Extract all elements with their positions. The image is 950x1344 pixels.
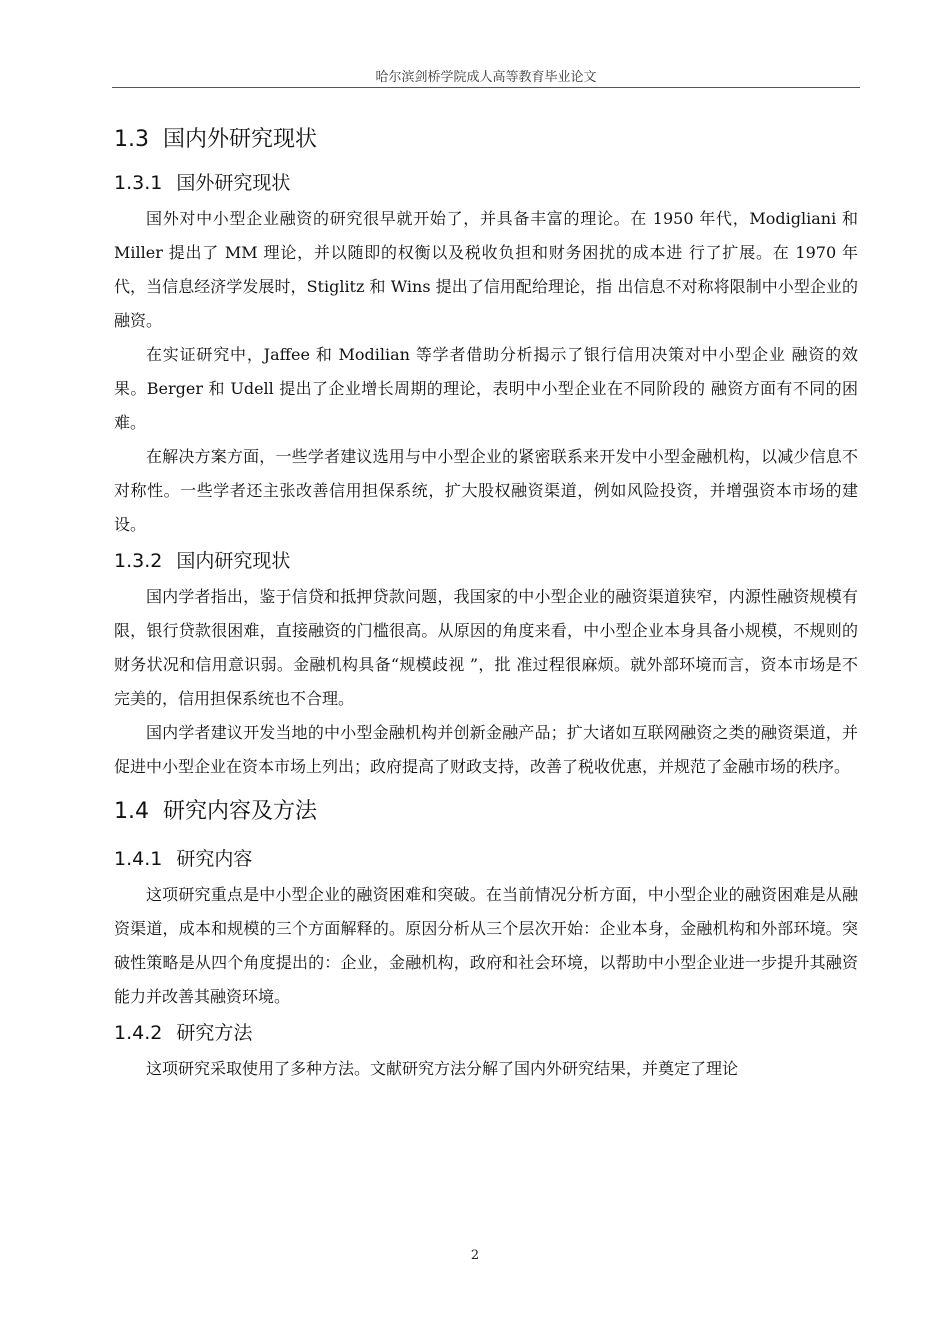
document-body — [114, 120, 858, 1086]
subsection-title: 研究方法 — [176, 1022, 253, 1044]
page-header: 哈尔滨剑桥学院成人高等教育毕业论文 — [375, 70, 597, 85]
page-number: 2 — [470, 1248, 480, 1263]
section-title: 研究内容及方法 — [163, 799, 318, 824]
section-heading-1-4 — [114, 792, 858, 832]
subsection-number: 1.4.1 — [114, 848, 163, 870]
subsection-heading-1-4-2 — [114, 1014, 858, 1052]
paragraph: 国内学者建议开发当地的中小型金融机构并创新金融产品；扩大诸如互联网融资之类的融资渠道，并促进中小型企业在资本市场上列出；政府提高了财政支持，改善了税收优惠，并规范了金融市场的秩序。 — [114, 723, 858, 776]
subsection-number: 1.3.2 — [114, 550, 163, 572]
paragraph: 国内学者指出，鉴于信贷和抵押贷款问题，我国家的中小型企业的融资渠道狭窄，内源性融资规模有限，银行贷款很困难，直接融资的门槛很高。从原因的角度来看，中小型企业本身具备小规模，不规则的财务状况和信用意识弱。金融机构具备“规模歧视 ”，批 准过程很麻烦。就外部环境而言，资本市场是不完美的，信用担保系统也不合理。 — [114, 587, 858, 708]
subsection-heading-1-4-1 — [114, 840, 858, 878]
section-number: 1.4 — [114, 799, 149, 824]
subsection-title: 国外研究现状 — [176, 172, 291, 194]
subsection-heading-1-3-2 — [114, 542, 858, 580]
paragraph: 这项研究采取使用了多种方法。文献研究方法分解了国内外研究结果，并奠定了理论 — [146, 1059, 739, 1078]
paragraph: 这项研究重点是中小型企业的融资困难和突破。在当前情况分析方面，中小型企业的融资困难是从融资渠道，成本和规模的三个方面解释的。原因分析从三个层次开始：企业本身，金融机构和外部环境。突破性策略是从四个角度提出的：企业，金融机构，政府和社会环境，以帮助中小型企业进一步提升其融资能力并改善其融资环境。 — [114, 885, 858, 1006]
subsection-number: 1.3.1 — [114, 172, 163, 194]
subsection-number: 1.4.2 — [114, 1022, 163, 1044]
section-heading-1-3 — [114, 120, 858, 160]
paragraph: 国外对中小型企业融资的研究很早就开始了，并具备丰富的理论。在 1950 年代，Modigliani 和 Miller 提出了 MM 理论，并以随即的权衡以及税收负担和财务困扰的成本进 行了扩展。在 1970 年代，当信息经济学发展时，Stiglitz 和 Wins 提出了信用配给理论，指 出信息不对称将限制中小型企业的融资。 — [114, 209, 858, 330]
section-title: 国内外研究现状 — [163, 127, 318, 152]
paragraph: 在解决方案方面，一些学者建议选用与中小型企业的紧密联系来开发中小型金融机构，以减少信息不对称性。一些学者还主张改善信用担保系统，扩大股权融资渠道，例如风险投资，并增强资本市场的建设。 — [114, 447, 858, 534]
subsection-title: 国内研究现状 — [176, 550, 291, 572]
subsection-heading-1-3-1 — [114, 164, 858, 202]
subsection-title: 研究内容 — [176, 848, 253, 870]
section-number: 1.3 — [114, 127, 149, 152]
paragraph: 在实证研究中，Jaffee 和 Modilian 等学者借助分析揭示了银行信用决策对中小型企业 融资的效果。Berger 和 Udell 提出了企业增长周期的理论，表明中小型企业在不同阶段的 融资方面有不同的困难。 — [114, 345, 858, 432]
header-divider — [112, 87, 860, 88]
